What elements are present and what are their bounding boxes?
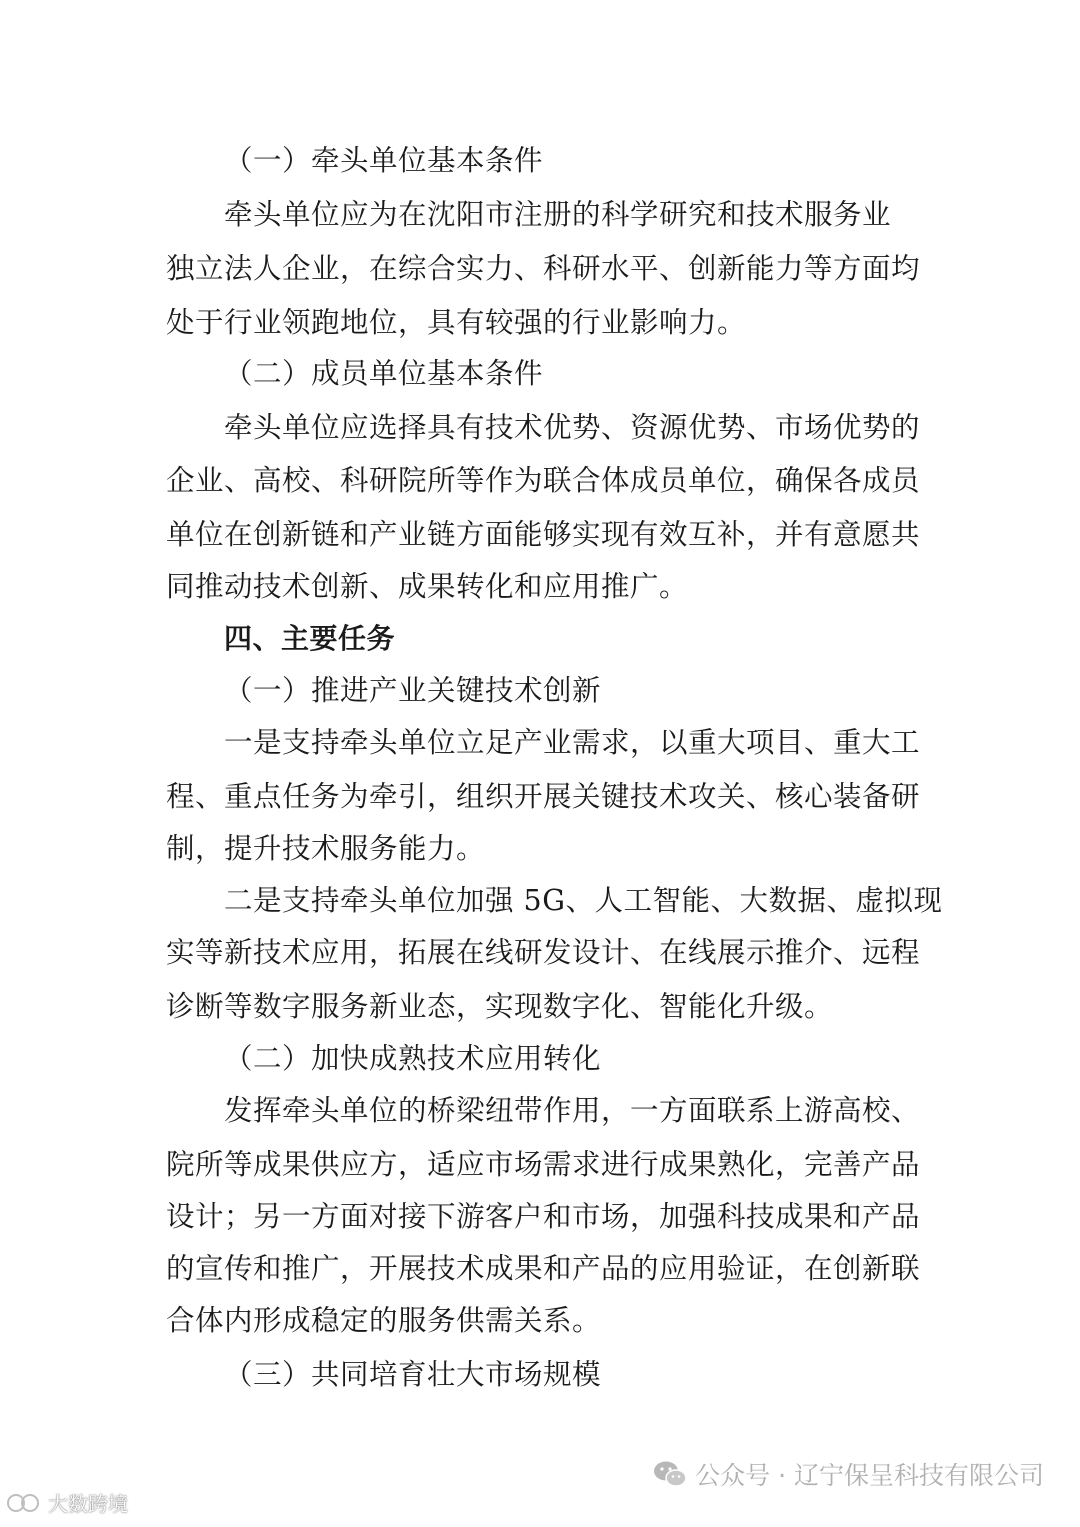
- paragraph-line: 院所等成果供应方，适应市场需求进行成果熟化，完善产品: [166, 1148, 921, 1181]
- wechat-watermark: [653, 1456, 1044, 1492]
- paragraph-line: 诊断等数字服务新业态，实现数字化、智能化升级。: [166, 990, 834, 1023]
- paragraph-line: 企业、高校、科研院所等作为联合体成员单位，确保各成员: [166, 464, 921, 497]
- section-heading-main-tasks: 四、主要任务: [224, 622, 396, 655]
- paragraph-line: 处于行业领跑地位，具有较强的行业影响力。: [166, 306, 747, 339]
- subheading-member-unit-conditions: （二）成员单位基本条件: [224, 357, 544, 390]
- paragraph-line: 单位在创新链和产业链方面能够实现有效互补，并有意愿共: [166, 518, 921, 551]
- corner-logo-icon: [6, 1492, 44, 1514]
- paragraph-line: 同推动技术创新、成果转化和应用推广。: [166, 570, 689, 603]
- paragraph-line: 一是支持牵头单位立足产业需求，以重大项目、重大工: [224, 726, 921, 759]
- paragraph-line: 实等新技术应用，拓展在线研发设计、在线展示推介、远程: [166, 936, 921, 969]
- corner-mark-text: 大数跨境: [48, 1492, 128, 1516]
- paragraph-line: 二是支持牵头单位加强 5G、人工智能、大数据、虚拟现: [224, 884, 943, 917]
- paragraph-line: 牵头单位应为在沈阳市注册的科学研究和技术服务业: [224, 198, 892, 231]
- paragraph-line: 设计；另一方面对接下游客户和市场，加强科技成果和产品: [166, 1200, 921, 1233]
- corner-watermark: [6, 1488, 128, 1517]
- paragraph-line: 合体内形成稳定的服务供需关系。: [166, 1304, 602, 1337]
- subheading-key-tech-innovation: （一）推进产业关键技术创新: [224, 674, 602, 707]
- subheading-market-scale: （三）共同培育壮大市场规模: [224, 1358, 602, 1391]
- subheading-lead-unit-conditions: （一）牵头单位基本条件: [224, 144, 544, 177]
- watermark-text: 公众号 · 辽宁保呈科技有限公司: [695, 1461, 1044, 1490]
- paragraph-line: 独立法人企业，在综合实力、科研水平、创新能力等方面均: [166, 252, 921, 285]
- paragraph-line: 牵头单位应选择具有技术优势、资源优势、市场优势的: [224, 411, 921, 444]
- wechat-icon: [653, 1460, 687, 1488]
- paragraph-line: 的宣传和推广，开展技术成果和产品的应用验证，在创新联: [166, 1252, 921, 1285]
- paragraph-line: 发挥牵头单位的桥梁纽带作用，一方面联系上游高校、: [224, 1094, 921, 1127]
- paragraph-line: 制，提升技术服务能力。: [166, 832, 486, 865]
- subheading-tech-transfer: （二）加快成熟技术应用转化: [224, 1042, 602, 1075]
- paragraph-line: 程、重点任务为牵引，组织开展关键技术攻关、核心装备研: [166, 780, 921, 813]
